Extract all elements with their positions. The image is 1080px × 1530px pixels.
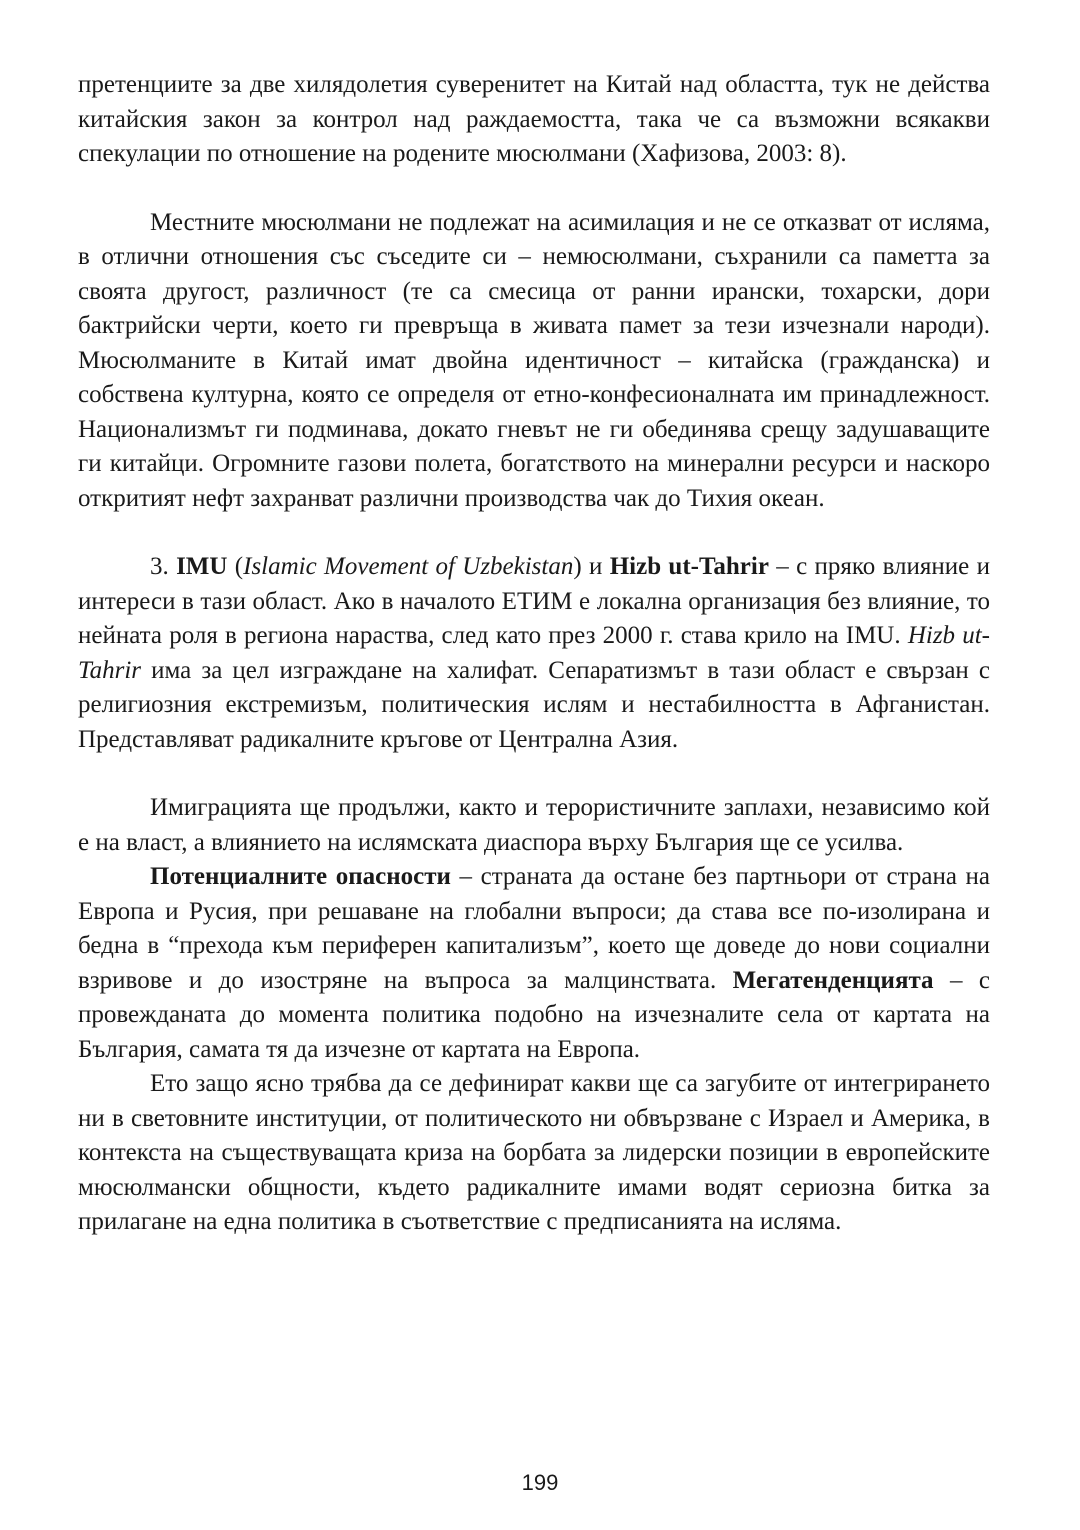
paragraph-2: Местните мюсюлмани не подлежат на асимилация и не се отказват от исляма, в отлични отношения със съседите си – немюсюлмани, съхранили са паметта за своята другост, различност (те са смесица от ранни ирански, тохарски, дори бактрийски черти, което ги превръща в живата памет за тези изчезнали народи). Мюсюлманите в Китай имат двойна идентичност – китайска (гражданска) и собствена културна, която се определя от етно-конфесионалната им принадлежност. Национализмът ги подминава, докато гневът не ги обединява срещу задушаващите ги китайци. Огромните газови полета, богатството на минерални ресурси и наскоро откритият нефт захранват различни производства чак до Тихия океан. xyxy=(78,208,990,512)
paragraph-3-text-2: има за цел изграждане на халифат. Сепаратизмът в тази област е свързан с религиозния екстремизъм, политическия ислям и нестабилността в Афганистан. Представляват радикалните кръгове от Централна Азия. xyxy=(78,656,990,753)
hizb-name-italic: Hizb ut-Tahrir xyxy=(78,622,991,684)
paragraph-6: Ето защо ясно трябва да се дефинират какви ще са загубите от интегрирането ни в световните институции, от политическото ни обвързване с Израел и Америка, в контекста на съществуващата криза на борбата за лидерски позиции в европейските мюсюлмански общности, където радикалните имами водят сериозна битка за прилагане на една политика в съответствие с предписанията на исляма. xyxy=(78,1070,990,1235)
paragraph-1: претенциите за две хилядолетия суверенитет на Китай над областта, тук не действа китайския закон за контрол над раждаемостта, така че са възможни всякакви спекулации по отношение на родените мюсюлмани (Хафизова, 2003: 8). xyxy=(78,71,990,167)
open-paren: ( xyxy=(234,553,244,580)
paragraph-gap xyxy=(78,516,990,550)
paragraph-4: Имиграцията ще продължи, както и терористичните заплахи, независимо кой е на власт, а влиянието на ислямската диаспора върху България ще се усилва. xyxy=(78,794,990,856)
paragraph-5-text-1: – страната да остане без партньори от страна на Европа и Русия, при решаване на глобални въпроси; да става все по-изолирана и бедна в “прехода към периферен капитализъм”, което ще доведе до нови социални взривове и до изостряне на въпроса за малцинствата. xyxy=(78,863,991,994)
paragraph-3 xyxy=(78,550,990,757)
paragraph-5-text-2: – с провежданата до момента политика подобно на изчезналите села от картата на България, самата тя да изчезне от картата на Европа. xyxy=(78,966,991,1063)
paragraph-gap xyxy=(78,757,990,791)
page-body xyxy=(78,68,990,1240)
imu-full-name: Islamic Movement of Uzbekistan xyxy=(243,553,574,580)
close-paren-and: ) и xyxy=(573,553,603,580)
paragraph-3-text-1: – с пряко влияние и интереси в тази област. Ако в началото ЕТИМ е локална организация без влияние, то нейната роля в региона нараства, след като през 2000 г. става крило на IMU. xyxy=(78,553,990,649)
paragraph-5 xyxy=(78,860,990,1067)
list-number: 3. xyxy=(150,553,169,580)
potential-dangers-heading: Потенциалните опасности xyxy=(150,863,451,890)
hizb-name: Hizb ut-Tahrir xyxy=(609,553,769,580)
paragraph-gap xyxy=(78,172,990,206)
page-number: 199 xyxy=(521,1470,559,1495)
megatrend-heading: Мегатенденцията xyxy=(732,966,934,994)
imu-acronym: IMU xyxy=(176,553,228,580)
